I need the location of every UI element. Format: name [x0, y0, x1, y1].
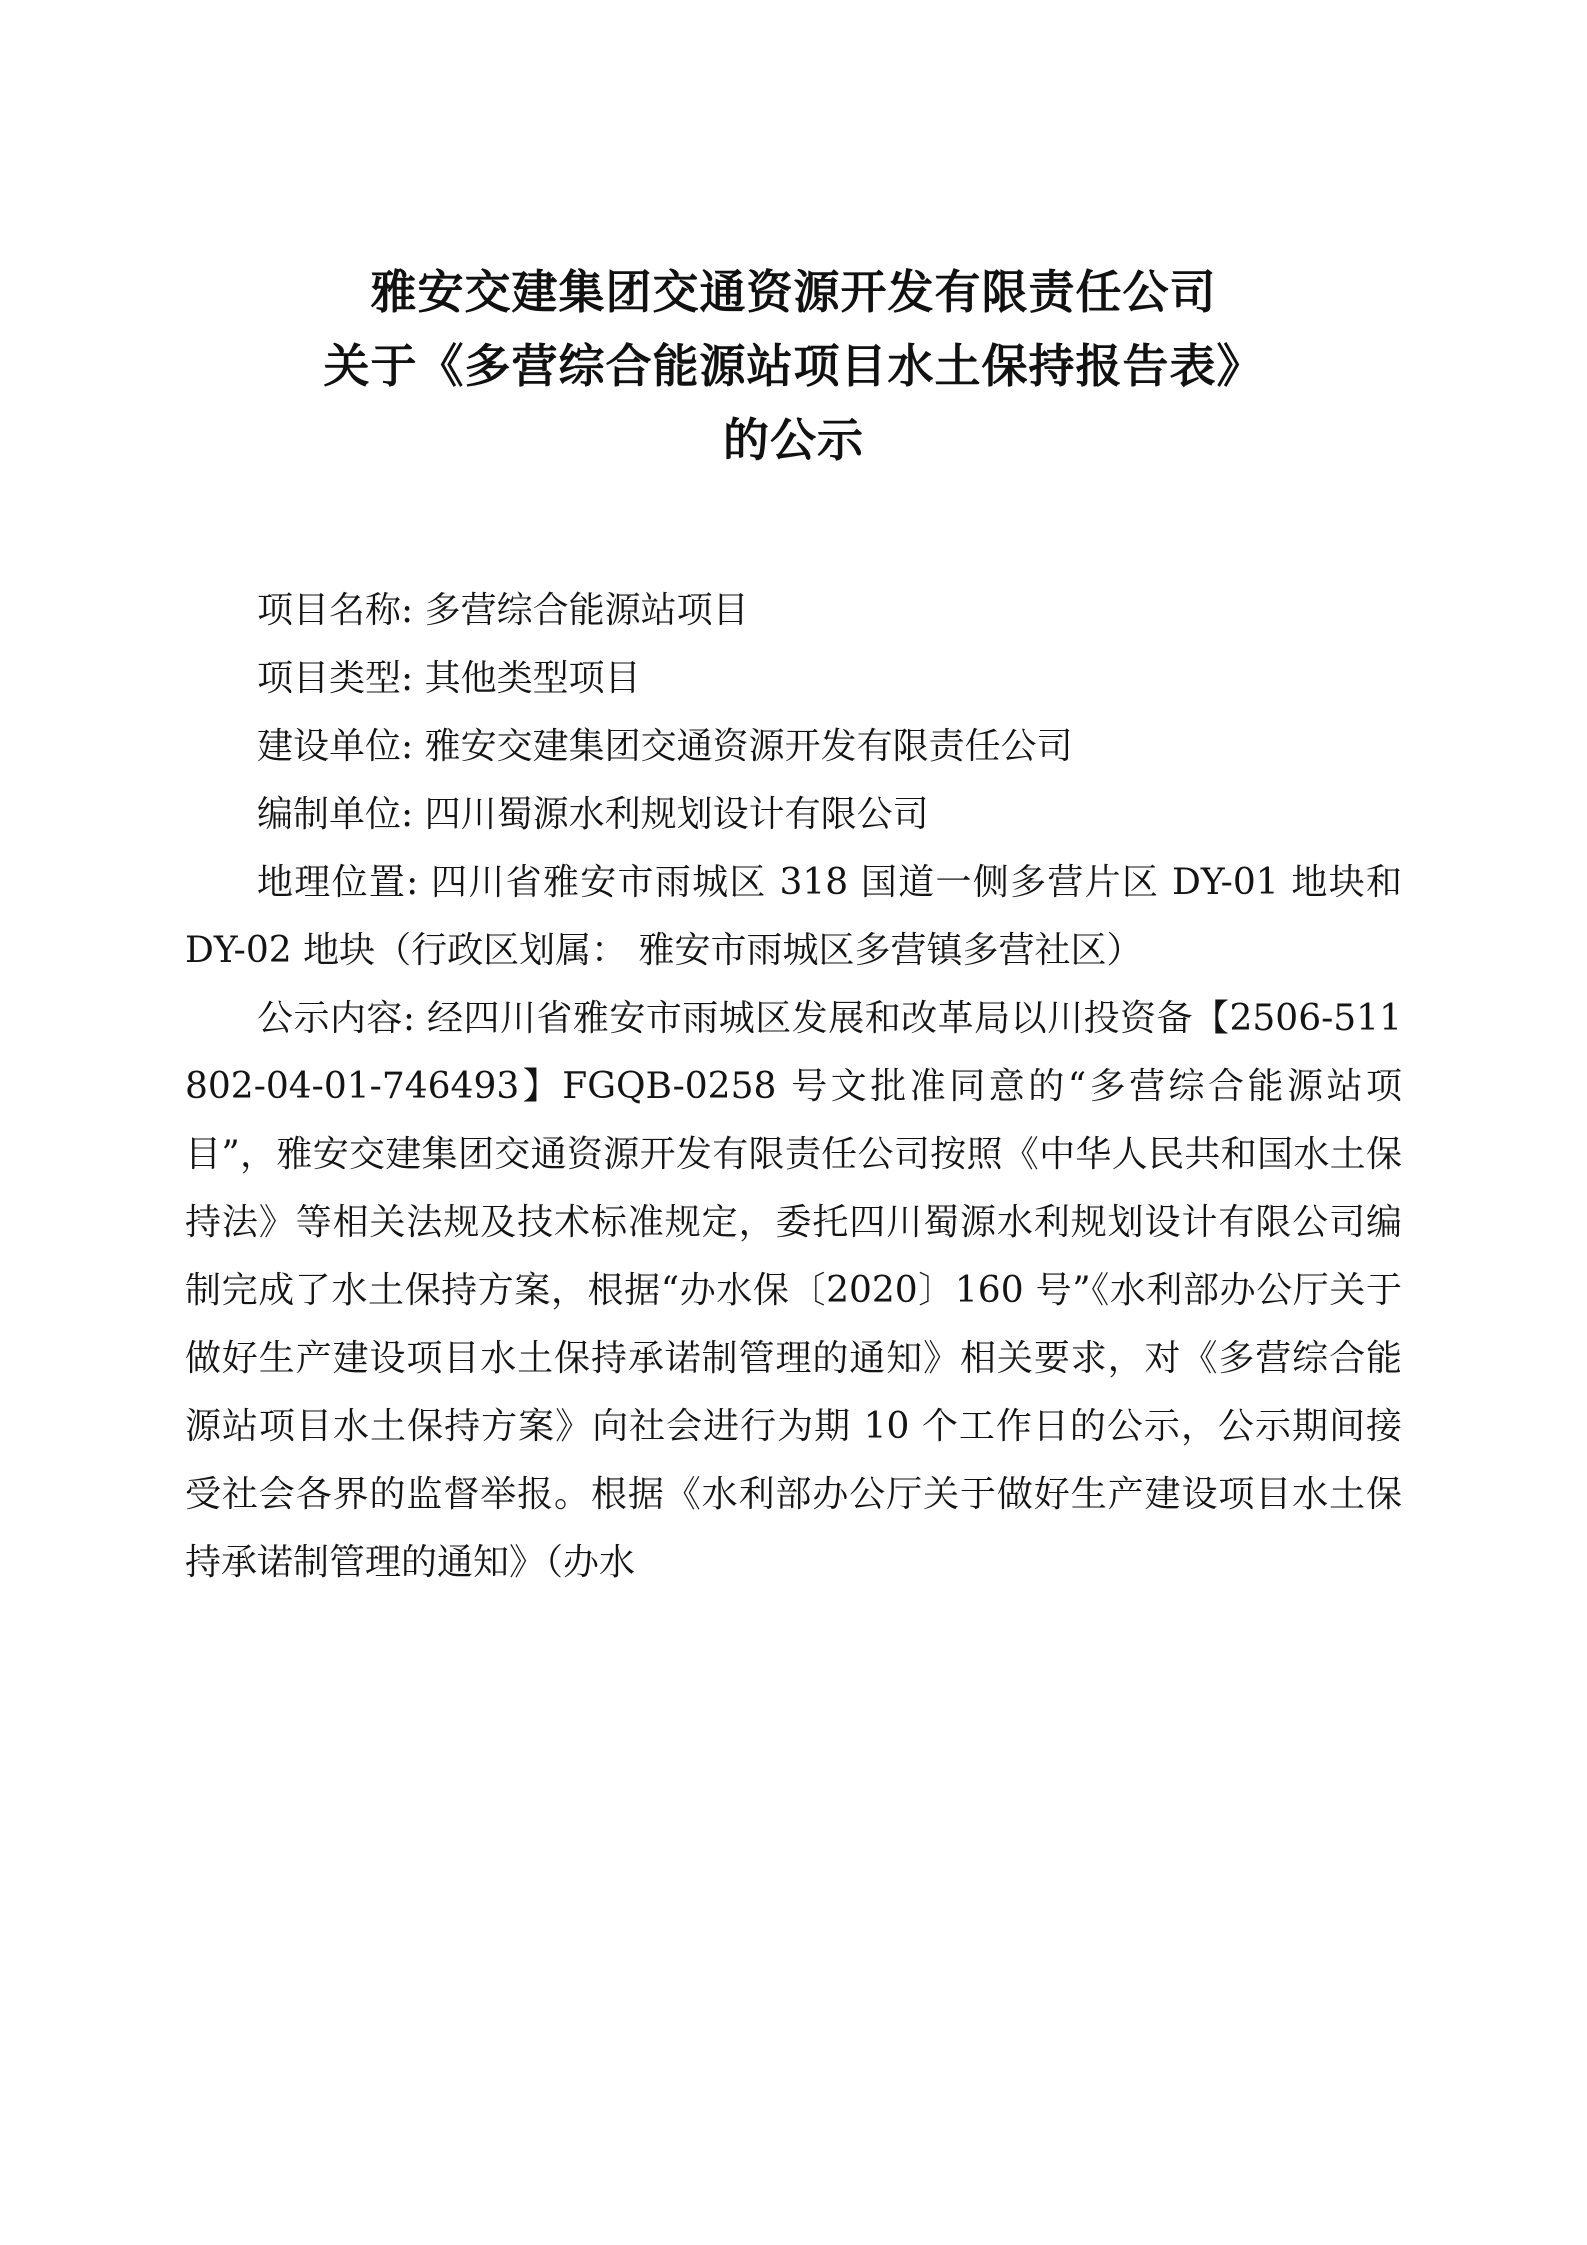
- field-project-type: 项目类型: 其他类型项目: [257, 658, 641, 699]
- field-preparation-unit: 编制单位: 四川蜀源水利规划设计有限公司: [257, 794, 929, 835]
- title-line-1: 雅安交建集团交通资源开发有限责任公司: [370, 265, 1217, 319]
- field-construction-unit: 建设单位: 雅安交建集团交通资源开发有限责任公司: [257, 726, 1073, 767]
- paragraph-notice-content: 公示内容: 经四川省雅安市雨城区发展和改革局以川投资备【2506-511802-04-01-746493】FGQB-0258 号文批准同意的“多营综合能源站项目”，雅安交建集团交通资源开发有限责任公司按照《中华人民共和国水土保持法》等相关法规及技术标准规定，委托四川蜀源水利规划设计有限公司编制完成了水土保持方案，根据“办水保〔2020〕160 号”《水利部办公厅关于做好生产建设项目水土保持承诺制管理的通知》相关要求，对《多营综合能源站项目水土保持方案》向社会进行为期 10 个工作日的公示，公示期间接受社会各界的监督举报。根据《水利部办公厅关于做好生产建设项目水土保持承诺制管理的通知》（办水: [185, 998, 1402, 1583]
- field-project-name: 项目名称: 多营综合能源站项目: [257, 590, 749, 631]
- paragraph-location: 地理位置: 四川省雅安市雨城区 318 国道一侧多营片区 DY-01 地块和 DY-02 地块（行政区划属： 雅安市雨城区多营镇多营社区）: [185, 862, 1402, 971]
- page-title: [185, 255, 1402, 477]
- document-body: [185, 577, 1402, 1597]
- title-line-3: 的公示: [723, 413, 864, 467]
- title-line-2: 关于《多营综合能源站项目水土保持报告表》: [323, 339, 1264, 393]
